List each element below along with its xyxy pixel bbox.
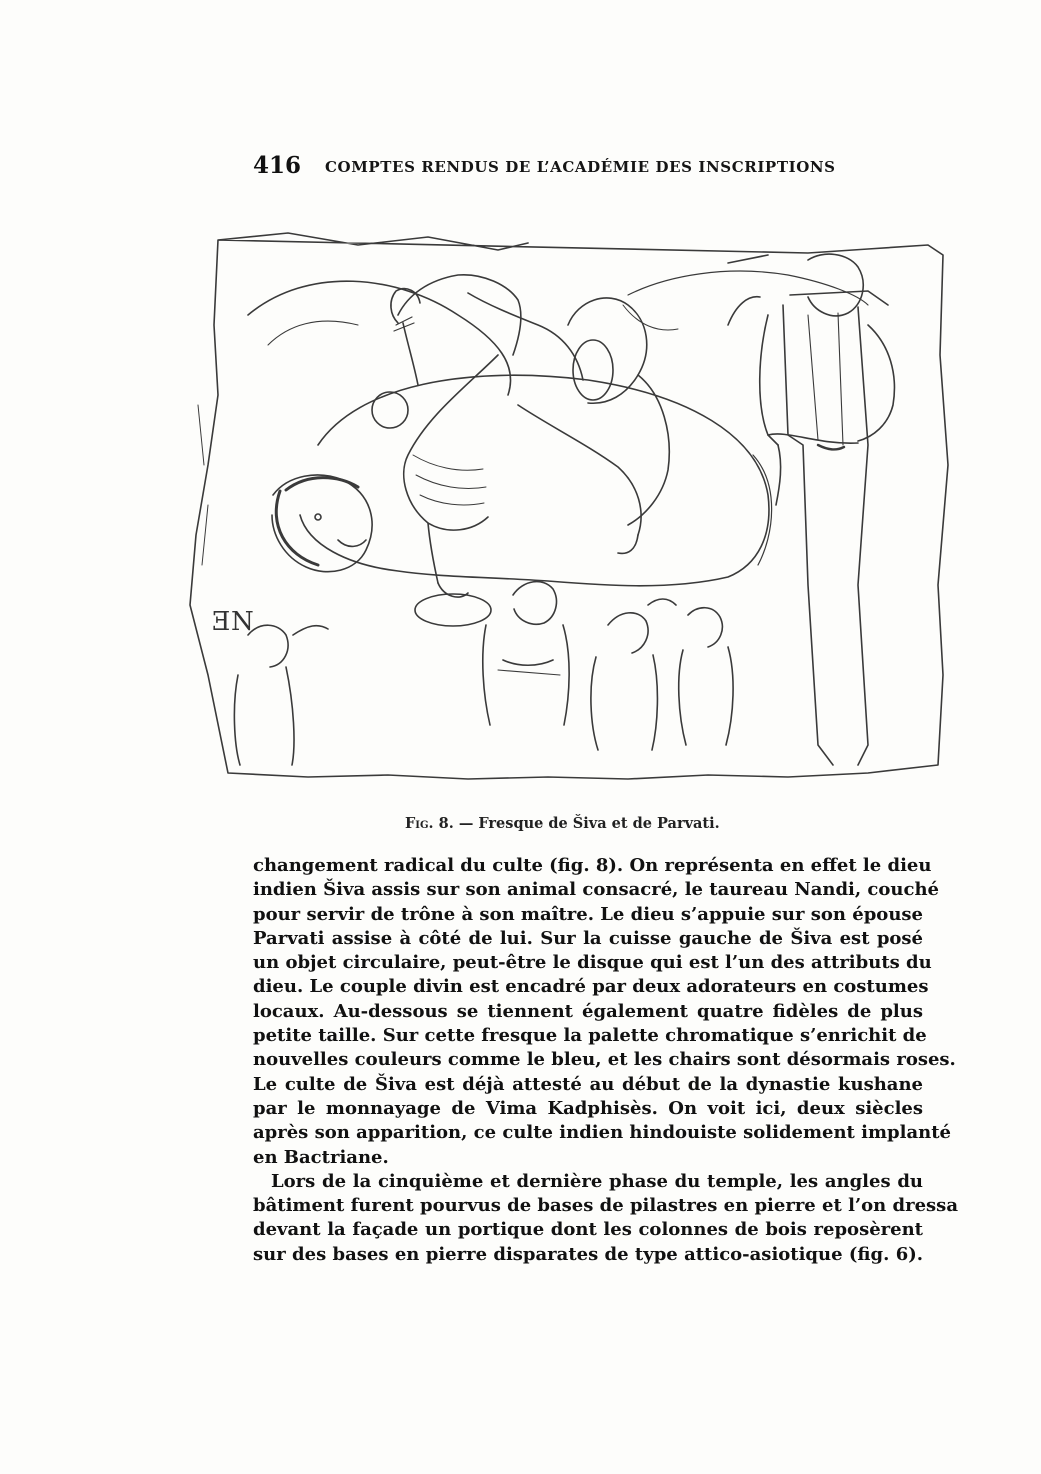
page-header <box>253 152 853 186</box>
page-number: 416 <box>253 152 302 179</box>
text-line: par le monnayage de Vima Kadphisès. On voit ici, deux siècles <box>253 1097 923 1119</box>
text-line: bâtiment furent pourvus de bases de pilastres en pierre et l’on dressa <box>253 1195 958 1217</box>
fresco-line-drawing <box>168 205 1008 805</box>
text-line: petite taille. Sur cette fresque la palette chromatique s’enrichit de <box>253 1025 927 1047</box>
running-head: COMPTES RENDUS DE L’ACADÉMIE DES INSCRIPTIONS <box>325 158 836 176</box>
text-line: pour servir de trône à son maître. Le dieu s’appuie sur son épouse <box>253 903 923 925</box>
text-line: changement radical du culte (fig. 8). On représenta en effet le dieu <box>253 855 932 876</box>
text-line: dieu. Le couple divin est encadré par deux adorateurs en costumes <box>253 976 929 998</box>
text-line: locaux. Au-dessous se tiennent également quatre fidèles de plus <box>253 1000 923 1022</box>
text-line: devant la façade un portique dont les colonnes de bois reposèrent <box>253 1219 923 1241</box>
text-line: un objet circulaire, peut-être le disque qui est l’un des attributs du <box>253 952 932 974</box>
fresco-drawing <box>168 205 1008 805</box>
text-line: Le culte de Šiva est déjà attesté au début de la dynastie kushane <box>253 1073 923 1095</box>
figure-caption <box>405 815 720 832</box>
text-line: indien Šiva assis sur son animal consacré, le taureau Nandi, couché <box>253 879 939 901</box>
text-line: en Bactriane. <box>253 1146 389 1168</box>
paragraph-1 <box>253 854 956 1170</box>
text-line: nouvelles couleurs comme le bleu, et les chairs sont désormais roses. <box>253 1049 956 1071</box>
text-line: après son apparition, ce culte indien hindouiste solidement implanté <box>253 1122 951 1144</box>
paragraph-2 <box>253 1170 958 1267</box>
text-line: Parvati assise à côté de lui. Sur la cuisse gauche de Šiva est posé <box>253 927 923 949</box>
figure-label: Fig. 8. <box>405 815 454 832</box>
caption-dash: — <box>458 815 474 832</box>
figure-title: Fresque de Šiva et de Parvati. <box>478 815 720 832</box>
text-line: Lors de la cinquième et dernière phase du temple, les angles du <box>271 1170 923 1192</box>
body-text <box>253 854 958 1267</box>
text-line: sur des bases en pierre disparates de type attico-asiotique (fig. 6). <box>253 1243 923 1265</box>
fresco-inscription: ƎN <box>212 607 254 637</box>
